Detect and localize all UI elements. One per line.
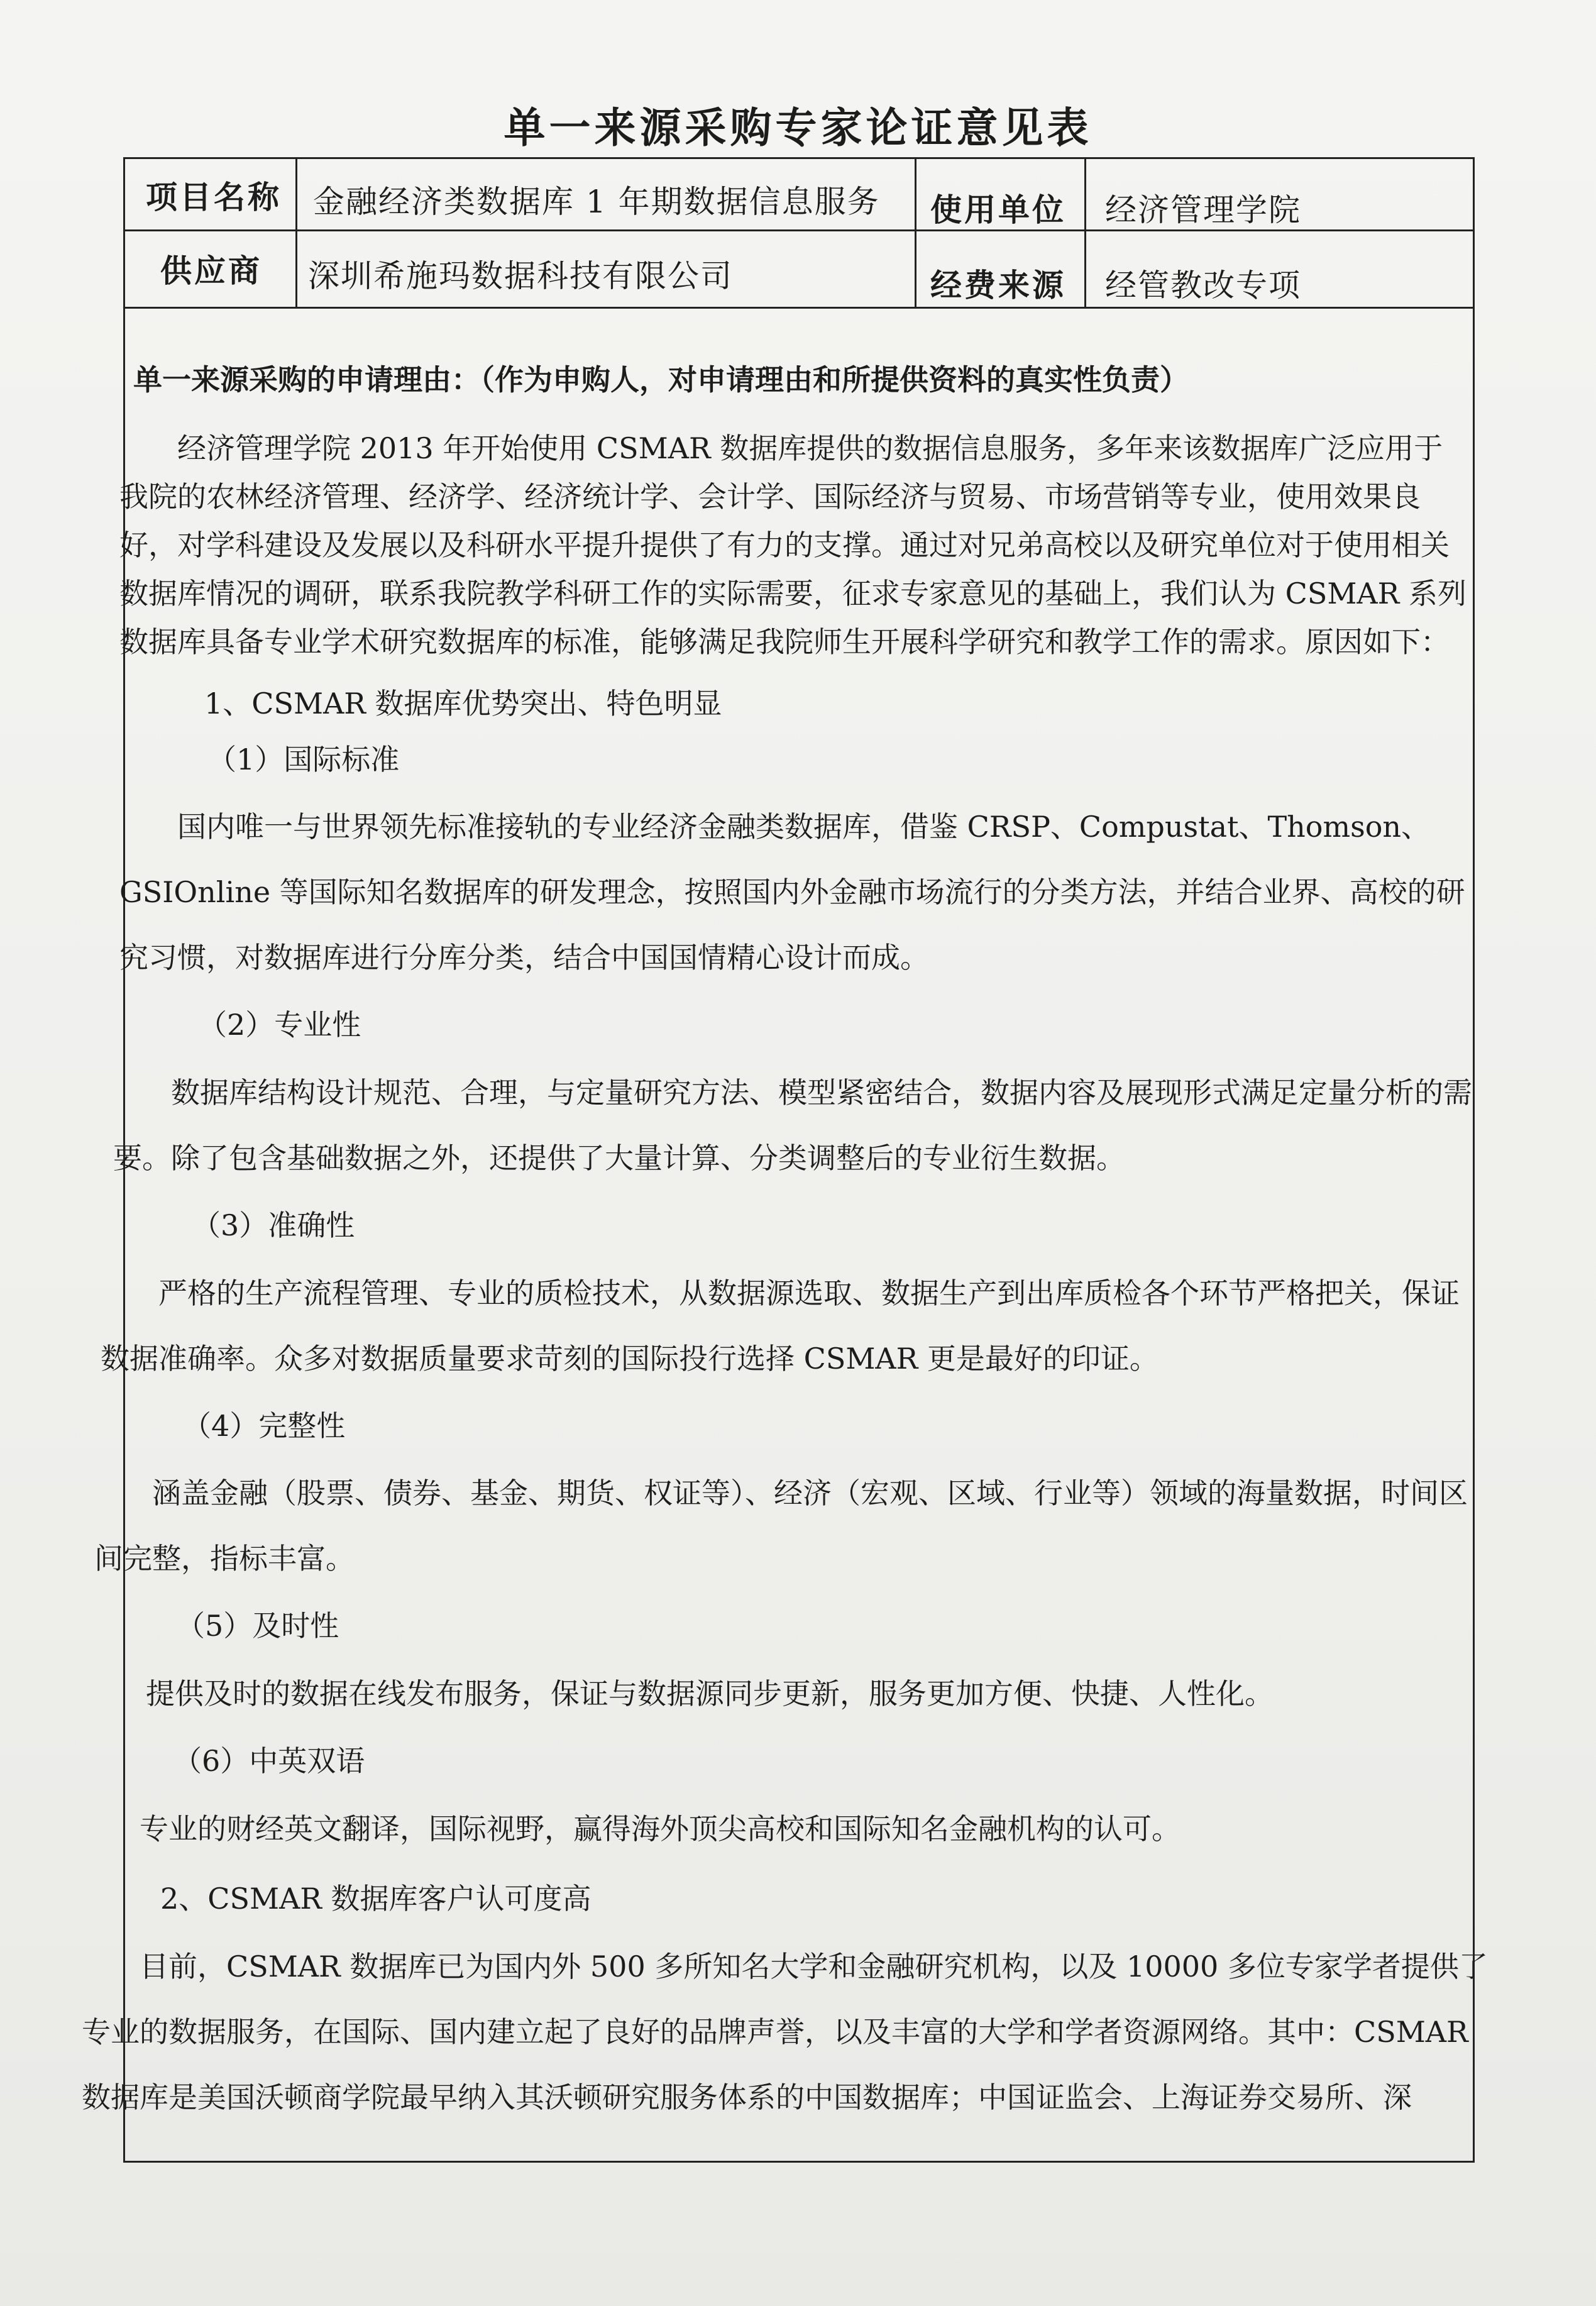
table-col-divider — [295, 157, 297, 309]
supplier-label: 供应商 — [160, 252, 262, 289]
s5-heading: （5）及时性 — [176, 1609, 339, 1643]
s4-text: 涵盖金融（股票、债券、基金、期货、权证等）、经济（宏观、区域、行业等）领域的海量数据，时间区间完整，指标丰富。 — [94, 1476, 1468, 1576]
fund-source-label: 经费来源 — [930, 267, 1066, 304]
s3-heading: （3）准确性 — [192, 1208, 355, 1243]
section-2-text: 目前，CSMAR 数据库已为国内外 500 多所知名大学和金融研究机构，以及 10000 多位专家学者提供了专业的数据服务，在国际、国内建立起了良好的品牌声誉，以及丰富的大学和学者资源网络。其中：CSMAR 数据库是美国沃顿商学院最早纳入其沃顿研究服务体系的中国数据库；中国证监会、上海证券交易所、深 — [82, 1949, 1488, 2114]
s1-text: 国内唯一与世界领先标准接轨的专业经济金融类数据库，借鉴 CRSP、Compustat、Thomson、GSIOnline 等国际知名数据库的研发理念，按照国内外金融市场流行的分类方法，并结合业界、高校的研究习惯，对数据库进行分库分类，结合中国国情精心设计而成。 — [119, 810, 1465, 975]
project-name-label: 项目名称 — [146, 179, 282, 216]
section-1-heading: 1、CSMAR 数据库优势突出、特色明显 — [204, 687, 722, 720]
user-unit-value: 经济管理学院 — [1105, 192, 1301, 228]
reason-heading: 单一来源采购的申请理由：（作为申购人，对申请理由和所提供资料的真实性负责） — [133, 363, 1189, 397]
s6-text: 专业的财经英文翻译，国际视野，赢得海外顶尖高校和国际知名金融机构的认可。 — [140, 1811, 1180, 1846]
section-2-heading: 2、CSMAR 数据库客户认可度高 — [160, 1881, 592, 1916]
s6-heading: （6）中英双语 — [173, 1744, 365, 1779]
s5-text: 提供及时的数据在线发布服务，保证与数据源同步更新，服务更加方便、快捷、人性化。 — [146, 1677, 1274, 1711]
s2-text: 数据库结构设计规范、合理，与定量研究方法、模型紧密结合，数据内容及展现形式满足定量分析的需要。除了包含基础数据之外，还提供了大量计算、分类调整后的专业衍生数据。 — [113, 1076, 1472, 1176]
document-title: 单一来源采购专家论证意见表 — [504, 103, 1092, 152]
supplier-value: 深圳希施玛数据科技有限公司 — [308, 258, 733, 294]
fund-source-value: 经管教改专项 — [1105, 267, 1301, 304]
project-name-value: 金融经济类数据库 1 年期数据信息服务 — [313, 184, 880, 220]
table-col-divider — [1084, 157, 1086, 309]
reason-body — [82, 424, 1496, 2130]
user-unit-label: 使用单位 — [930, 191, 1066, 228]
s4-heading: （4）完整性 — [182, 1408, 346, 1443]
table-col-divider — [915, 157, 916, 309]
s1-heading: （1）国际标准 — [207, 742, 400, 776]
s2-heading: （2）专业性 — [198, 1008, 361, 1042]
s3-text: 严格的生产流程管理、专业的质检技术，从数据源选取、数据生产到出库质检各个环节严格把关，保证数据准确率。众多对数据质量要求苛刻的国际投行选择 CSMAR 更是最好的印证。 — [101, 1276, 1460, 1376]
intro-paragraph: 经济管理学院 2013 年开始使用 CSMAR 数据库提供的数据信息服务，多年来该数据库广泛应用于我院的农林经济管理、经济学、经济统计学、会计学、国际经济与贸易、市场营销等专业，使用效果良好，对学科建设及发展以及科研水平提升提供了有力的支撑。通过对兄弟高校以及研究单位对于使用相关数据库情况的调研，联系我院教学科研工作的实际需要，征求专家意见的基础上，我们认为 CSMAR 系列数据库具备专业学术研究数据库的标准，能够满足我院师生开展科学研究和教学工作的需求。原因如下： — [119, 431, 1467, 659]
